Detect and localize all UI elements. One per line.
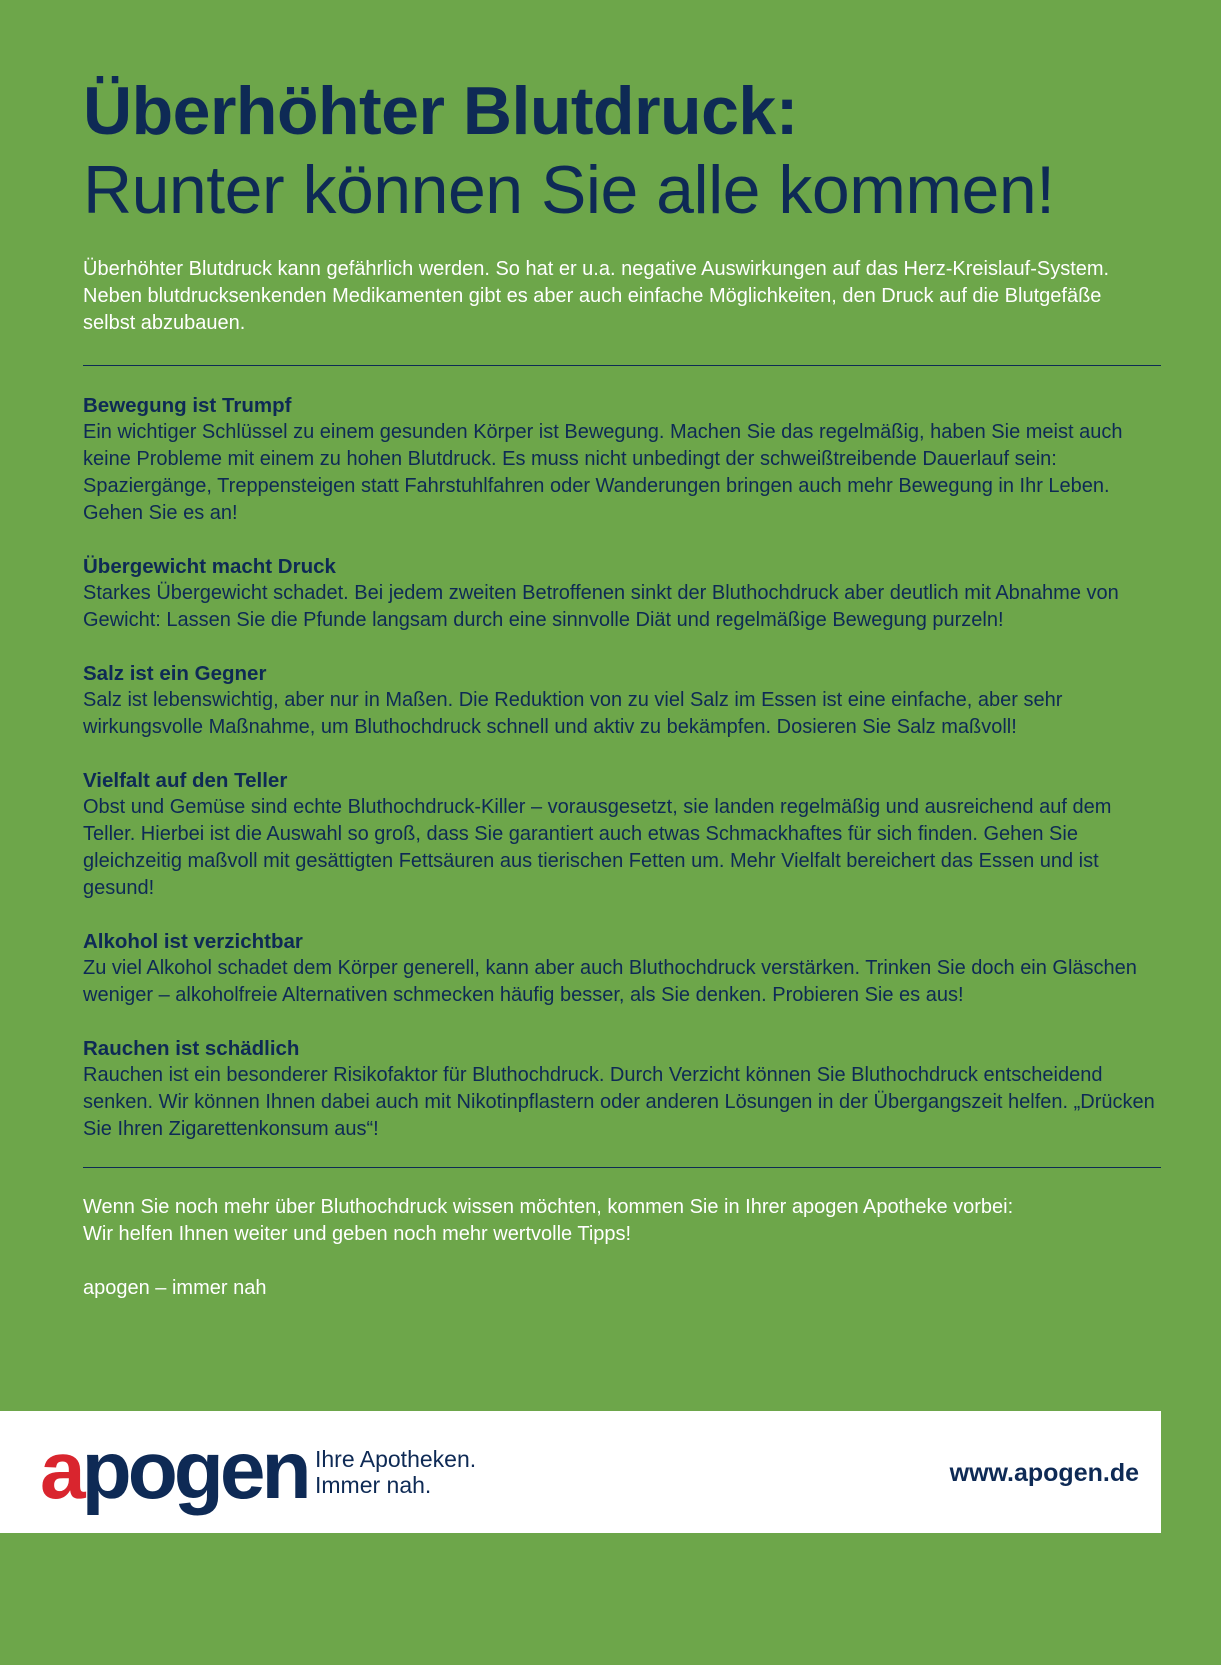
slogan-line-2: Immer nah. <box>315 1472 432 1498</box>
tip-heading: Vielfalt auf den Teller <box>83 769 288 792</box>
tip-section-variety <box>83 767 1161 902</box>
footer-band <box>0 1411 1161 1533</box>
logo-letter-a: a <box>40 1425 82 1516</box>
tip-section-alcohol <box>83 928 1161 1009</box>
tip-heading: Salz ist ein Gegner <box>83 662 267 685</box>
tip-text: Salz ist lebenswichtig, aber nur in Maßen. Die Reduktion von zu viel Salz im Essen ist eine einfache, aber sehr wirkungsvolle Maßnahme, um Bluthochdruck schnell und aktiv zu bekämpfen. Dosieren Sie Salz maßvoll! <box>83 689 1063 738</box>
logo-slogan <box>315 1446 476 1498</box>
tips-list <box>83 392 1161 1143</box>
tip-text: Ein wichtiger Schlüssel zu einem gesunden Körper ist Bewegung. Machen Sie das regelmäßig, haben Sie meist auch keine Probleme mit einem zu hohen Blutdruck. Es muss nicht unbedingt der schweißtreibende Dauerlauf sein: Spaziergänge, Treppensteigen statt Fahrstuhlfahren oder Wanderungen bringen auch mehr Bewegung in Ihr Leben. Gehen Sie es an! <box>83 421 1123 524</box>
intro-paragraph: Überhöhter Blutdruck kann gefährlich werden. So hat er u.a. negative Auswirkungen auf das Herz-Kreislauf-System. Neben blutdrucksenkenden Medikamenten gibt es aber auch einfache Möglichkeiten, den Druck auf die Blutgefäße selbst abzubauen. <box>83 258 1110 334</box>
tip-heading: Bewegung ist Trumpf <box>83 394 292 417</box>
flyer-content <box>83 72 1161 1302</box>
tip-section-salt <box>83 660 1161 741</box>
closing-line-1: Wenn Sie noch mehr über Bluthochdruck wissen möchten, kommen Sie in Ihrer apogen Apotheke vorbei: <box>83 1196 1014 1218</box>
logo-wordmark: pogen <box>81 1425 308 1516</box>
title-line-1: Überhöhter Blutdruck: <box>83 73 798 149</box>
tip-text: Obst und Gemüse sind echte Bluthochdruck-Killer – vorausgesetzt, sie landen regelmäßig und ausreichend auf dem Teller. Hierbei ist die Auswahl so groß, dass Sie garantiert auch etwas Schmackhaftes für sich finden. Gehen Sie gleichzeitig maßvoll mit gesättigten Fettsäuren aus tierischen Fetten um. Mehr Vielfalt bereichert das Essen und ist gesund! <box>83 796 1112 899</box>
tip-text: Rauchen ist ein besonderer Risikofaktor für Bluthochdruck. Durch Verzicht können Sie Bluthochdruck entscheidend senken. Wir können Ihnen dabei auch mit Nikotinpflastern oder anderen Lösungen in der Übergangszeit helfen. „Drücken Sie Ihren Zigarettenkonsum aus“! <box>83 1064 1155 1140</box>
page-title <box>83 72 1161 230</box>
top-divider <box>83 365 1161 366</box>
website-link[interactable]: www.apogen.de <box>949 1459 1139 1487</box>
tip-heading: Übergewicht macht Druck <box>83 555 336 578</box>
slogan-line-1: Ihre Apotheken. <box>315 1446 477 1472</box>
tip-heading: Alkohol ist verzichtbar <box>83 930 303 953</box>
tip-text: Zu viel Alkohol schadet dem Körper generell, kann aber auch Bluthochdruck verstärken. Trinken Sie doch ein Gläschen weniger – alkoholfreie Alternativen schmecken häufig besser, als Sie denken. Probieren Sie es aus! <box>83 957 1137 1006</box>
tip-text: Starkes Übergewicht schadet. Bei jedem zweiten Betroffenen sinkt der Bluthochdruck aber deutlich mit Abnahme von Gewicht: Lassen Sie die Pfunde langsam durch eine sinnvolle Diät und regelmäßige Bewegung purzeln! <box>83 582 1119 631</box>
tagline: apogen – immer nah <box>83 1277 267 1299</box>
tip-section-smoking <box>83 1035 1161 1143</box>
title-line-2: Runter können Sie alle kommen! <box>83 152 1055 228</box>
apogen-logo <box>40 1421 308 1521</box>
tip-heading: Rauchen ist schädlich <box>83 1037 300 1060</box>
tip-section-overweight <box>83 553 1161 634</box>
bottom-divider <box>83 1167 1161 1168</box>
closing-paragraph <box>83 1194 1161 1248</box>
tip-section-movement <box>83 392 1161 527</box>
closing-line-2: Wir helfen Ihnen weiter und geben noch mehr wertvolle Tipps! <box>83 1223 632 1245</box>
